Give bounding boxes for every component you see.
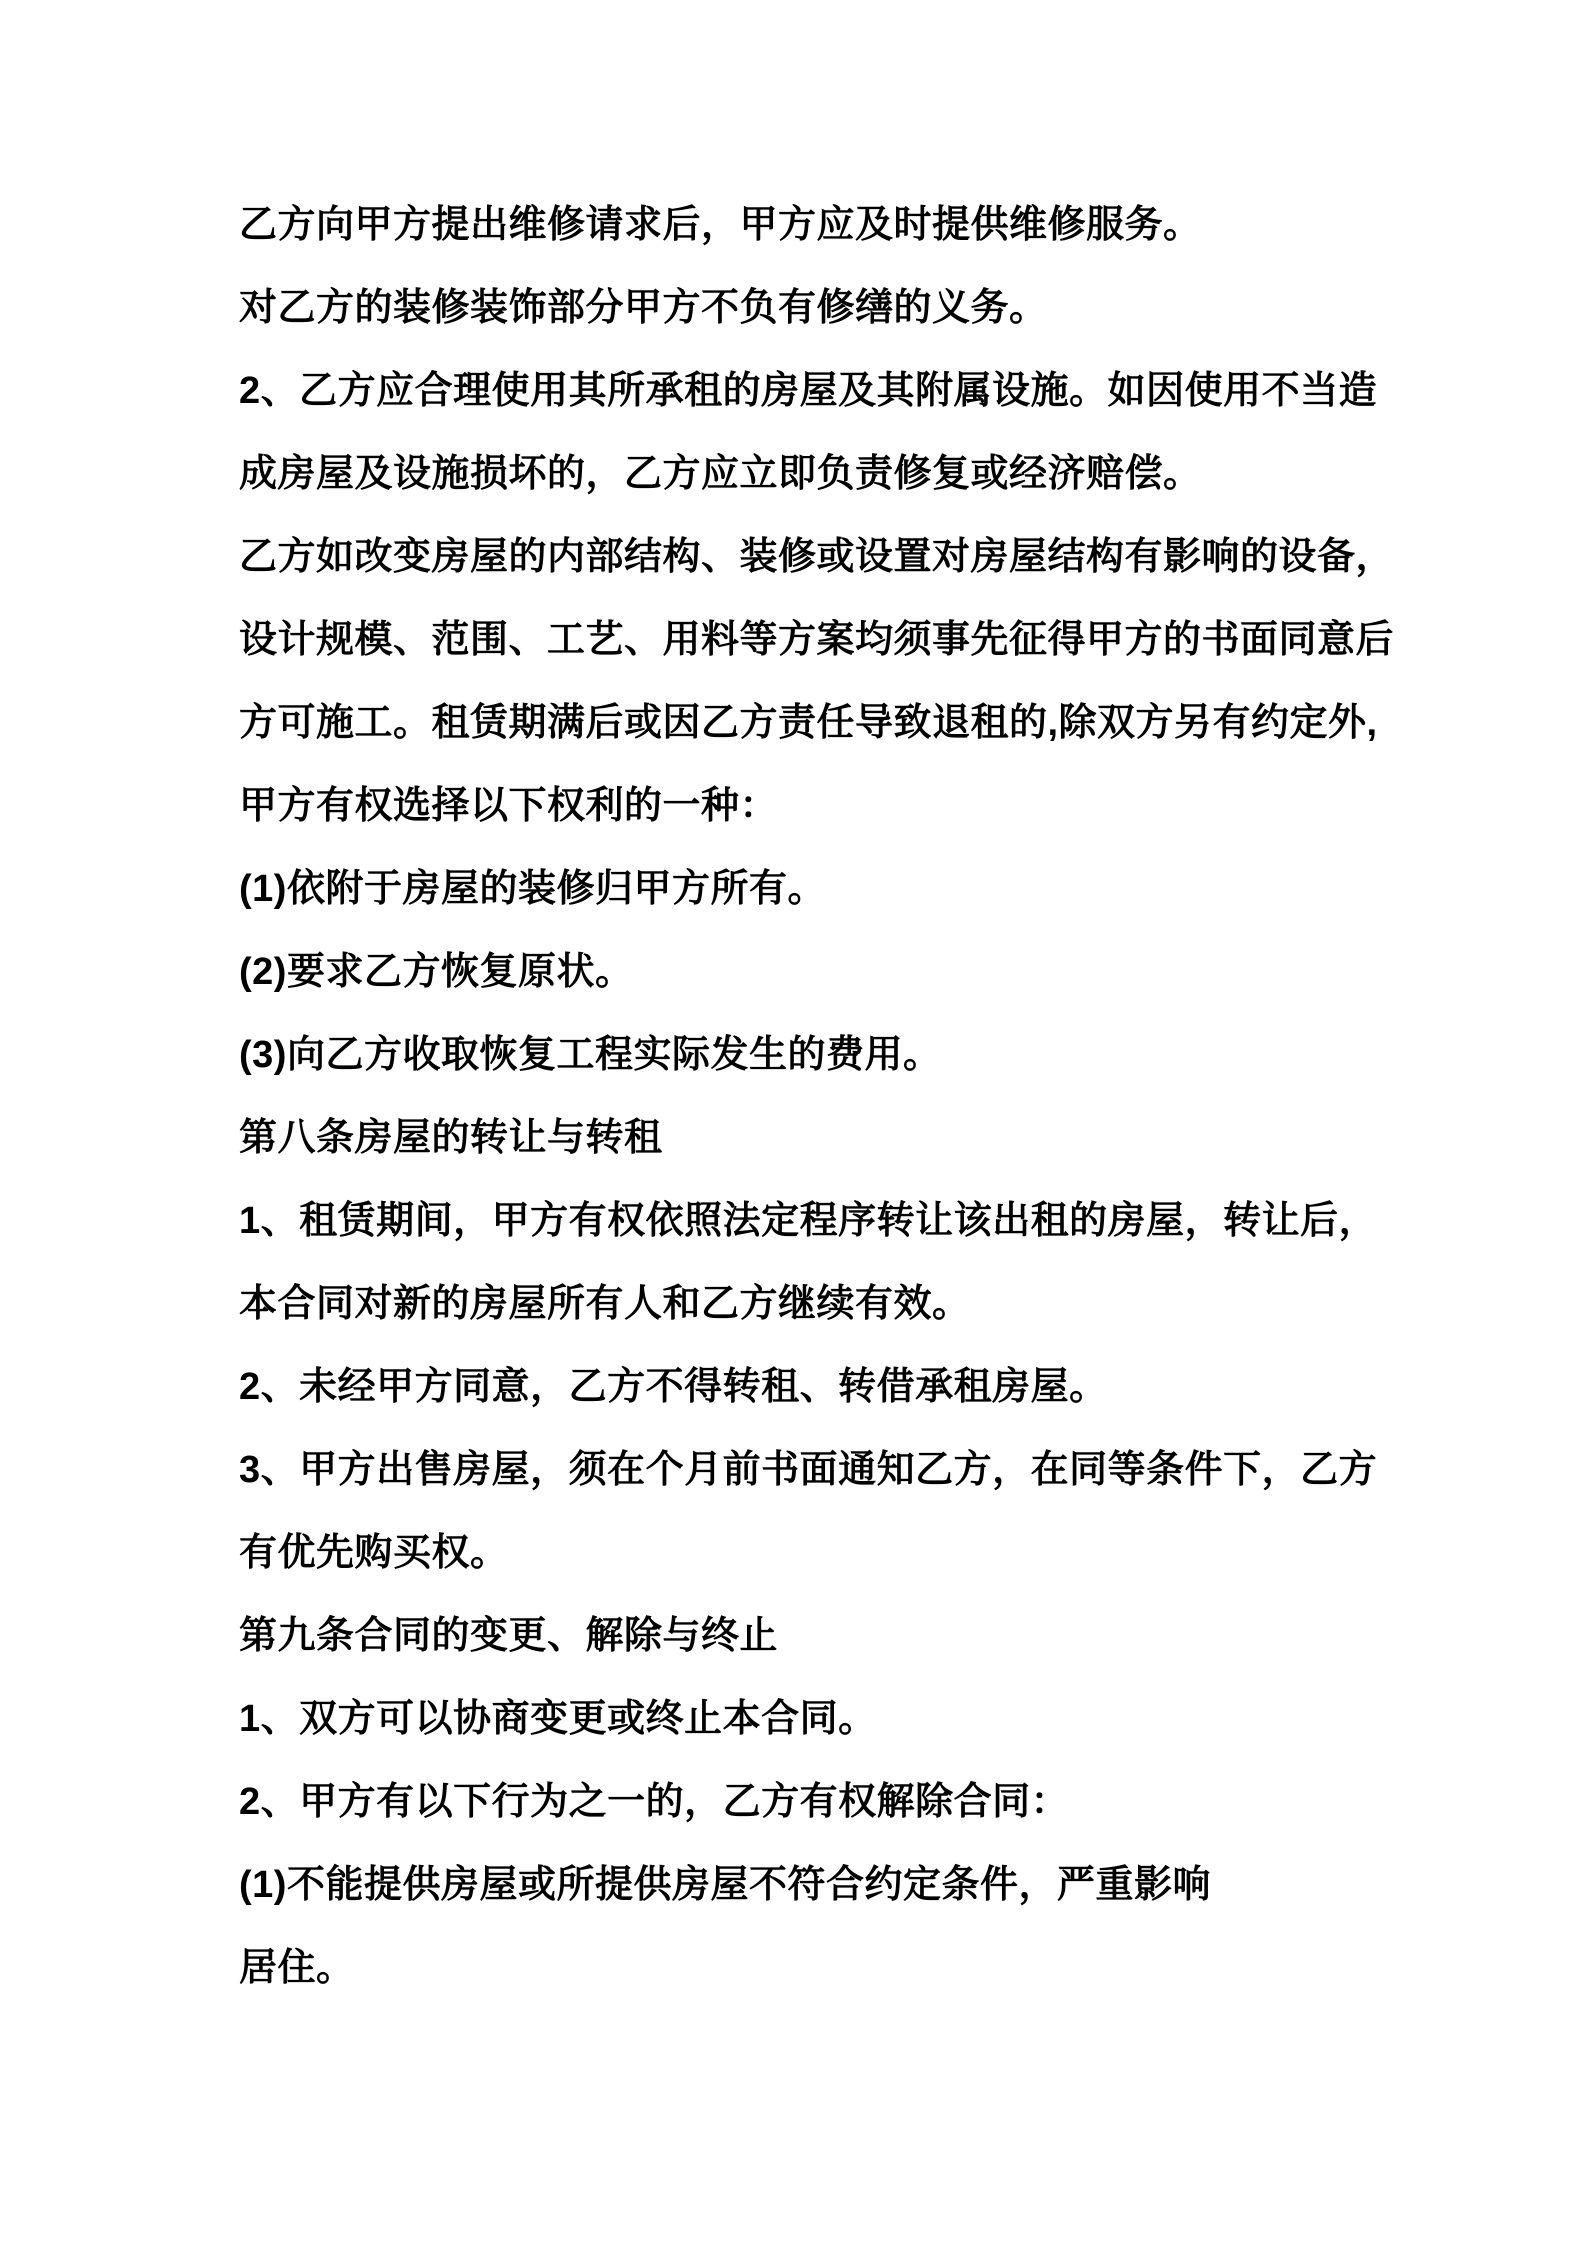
text-line: 第八条房屋的转让与转租 — [239, 1117, 663, 1159]
text-line: 成房屋及设施损坏的，乙方应立即负责修复或经济赔偿。 — [239, 453, 1202, 495]
text-line: 1、租赁期间，甲方有权依照法定程序转让该出租的房屋，转让后， — [239, 1200, 1378, 1242]
text-line: 乙方如改变房屋的内部结构、装修或设置对房屋结构有影响的设备， — [239, 536, 1395, 578]
text-line: 乙方向甲方提出维修请求后，甲方应及时提供维修服务。 — [239, 204, 1202, 246]
text-line: (1)依附于房屋的装修归甲方所有。 — [239, 868, 826, 910]
text-line: 1、双方可以协商变更或终止本合同。 — [239, 1698, 877, 1740]
contract-text-block — [239, 184, 1529, 2010]
text-line: 2、甲方有以下行为之一的，乙方有权解除合同： — [239, 1781, 1070, 1823]
text-line: 2、乙方应合理使用其所承租的房屋及其附属设施。如因使用不当造 — [239, 370, 1378, 412]
text-line: 本合同对新的房屋所有人和乙方继续有效。 — [239, 1283, 971, 1325]
text-line: 方可施工。租赁期满后或因乙方责任导致退租的,除双方另有约定外, — [239, 702, 1378, 744]
text-line: 设计规模、范围、工艺、用料等方案均须事先征得甲方的书面同意后 — [239, 619, 1395, 661]
text-line: 2、未经甲方同意，乙方不得转租、转借承租房屋。 — [239, 1366, 1108, 1408]
text-line: (2)要求乙方恢复原状。 — [239, 951, 634, 993]
text-line: (1)不能提供房屋或所提供房屋不符合约定条件，严重影响 — [239, 1864, 1211, 1906]
text-line: 甲方有权选择以下权利的一种： — [239, 785, 779, 827]
text-line: 3、甲方出售房屋，须在个月前书面通知乙方，在同等条件下，乙方 — [239, 1449, 1378, 1491]
text-line: (3)向乙方收取恢复工程实际发生的费用。 — [239, 1034, 942, 1076]
text-line: 有优先购买权。 — [239, 1532, 509, 1574]
text-line: 居住。 — [239, 1947, 355, 1989]
text-line: 对乙方的装修装饰部分甲方不负有修缮的义务。 — [239, 287, 1048, 329]
text-line: 第九条合同的变更、解除与终止 — [239, 1615, 779, 1657]
